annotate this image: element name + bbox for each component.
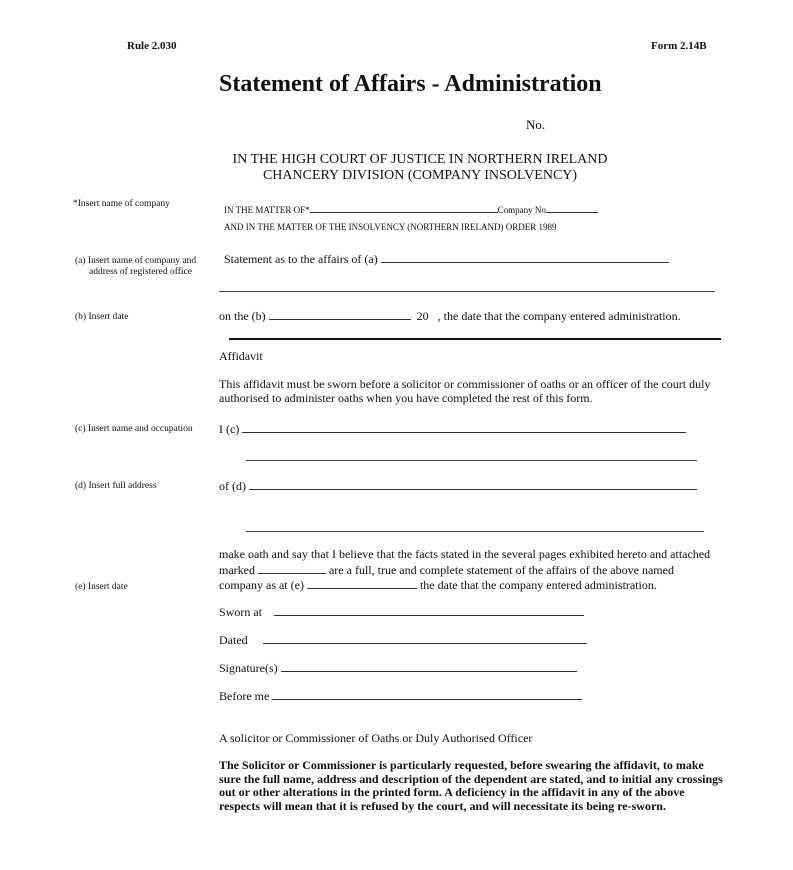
note-a-line-1: (a) Insert name of company and	[75, 256, 197, 266]
dated-row	[219, 632, 587, 648]
company-no-label: Company No	[497, 205, 546, 215]
date-prefix: on the (b)	[219, 309, 266, 323]
of-label: of (d)	[219, 479, 246, 493]
affidavit-intro: This affidavit must be sworn before a solicitor or commissioner of oaths or an officer of the court duly authorised to administer oaths when you have completed the rest of this form.	[219, 377, 711, 405]
form-number: Form 2.14B	[651, 40, 707, 52]
company-address-field[interactable]	[219, 291, 715, 292]
page-title: Statement of Affairs - Administration	[219, 71, 602, 97]
date-suffix: , the date that the company entered administration.	[437, 309, 681, 323]
company-no-field[interactable]	[546, 201, 598, 213]
exhibit-mark-field[interactable]	[258, 562, 326, 574]
before-me-label: Before me	[219, 689, 270, 703]
deponent-name-field[interactable]	[242, 421, 686, 433]
dated-label: Dated	[219, 633, 248, 647]
sworn-at-field[interactable]	[274, 604, 584, 616]
oath-date-label: company as at (e)	[219, 578, 304, 592]
deponent-address-field-2[interactable]	[246, 531, 704, 532]
company-affairs-field[interactable]	[381, 251, 669, 263]
oath-line-2-text: are a full, true and complete statement of the affairs of the above named	[328, 562, 674, 577]
note-c: (c) Insert name and occupation	[75, 424, 193, 434]
oath-line-3	[219, 577, 710, 593]
solicitor-warning: The Solicitor or Commissioner is particularly requested, before swearing the affidavit, to make sure the full name, address and description of the dependent are stated, and to initial any crossings out or other alterations in the printed form. A deficiency in the affidavit in any of the above respects will mean that it is refused by the court, and will necessitate its being re-sworn.	[219, 758, 723, 813]
oath-marked-label: marked	[219, 562, 255, 577]
sworn-at-label: Sworn at	[219, 605, 262, 619]
note-d: (d) Insert full address	[75, 481, 157, 491]
year-prefix: 20	[416, 309, 429, 323]
deponent-occupation-field[interactable]	[246, 460, 697, 461]
note-a	[75, 256, 196, 278]
rule-number: Rule 2.030	[127, 40, 177, 52]
signature-row	[219, 660, 577, 676]
date-line	[219, 308, 681, 324]
company-name-field[interactable]	[310, 201, 498, 213]
insolvency-order-line: AND IN THE MATTER OF THE INSOLVENCY (NORTHERN IRELAND) ORDER 1989	[224, 222, 557, 232]
in-the-matter-label: IN THE MATTER OF*	[224, 205, 310, 215]
court-line-2: CHANCERY DIVISION (COMPANY INSOLVENCY)	[262, 168, 578, 183]
note-company-name: *Insert name of company	[73, 199, 170, 209]
note-b: (b) Insert date	[75, 312, 129, 322]
officer-label: A solicitor or Commissioner of Oaths or Duly Authorised Officer	[219, 731, 533, 745]
statement-line	[224, 251, 669, 267]
note-e: (e) Insert date	[75, 582, 128, 592]
court-heading	[170, 152, 670, 184]
number-label: No.	[526, 117, 546, 132]
section-divider	[229, 338, 721, 340]
sworn-at-row	[219, 604, 584, 620]
oath-line-2	[219, 562, 710, 578]
oath-line-1: make oath and say that I believe that the facts stated in the several pages exhibited hereto and attached	[219, 547, 711, 561]
affidavit-heading: Affidavit	[219, 349, 263, 363]
oath-line-3-text: the date that the company entered administration.	[419, 578, 657, 592]
administration-date-field[interactable]	[269, 308, 411, 320]
statement-prefix: Statement as to the affairs of (a)	[224, 252, 378, 266]
signature-field[interactable]	[281, 660, 577, 672]
court-line-1: IN THE HIGH COURT OF JUSTICE IN NORTHERN IRELAND	[232, 152, 608, 167]
matter-line	[224, 201, 598, 215]
before-me-field[interactable]	[272, 688, 582, 700]
deponent-line	[219, 421, 686, 437]
note-a-line-2: address of registered office	[89, 267, 192, 277]
before-me-row	[219, 688, 582, 704]
deponent-address-field[interactable]	[249, 478, 697, 490]
i-label: I (c)	[219, 422, 240, 436]
oath-date-field[interactable]	[307, 577, 417, 589]
oath-paragraph	[219, 548, 710, 593]
address-line	[219, 478, 697, 494]
dated-field[interactable]	[263, 632, 587, 644]
signature-label: Signature(s)	[219, 661, 278, 675]
